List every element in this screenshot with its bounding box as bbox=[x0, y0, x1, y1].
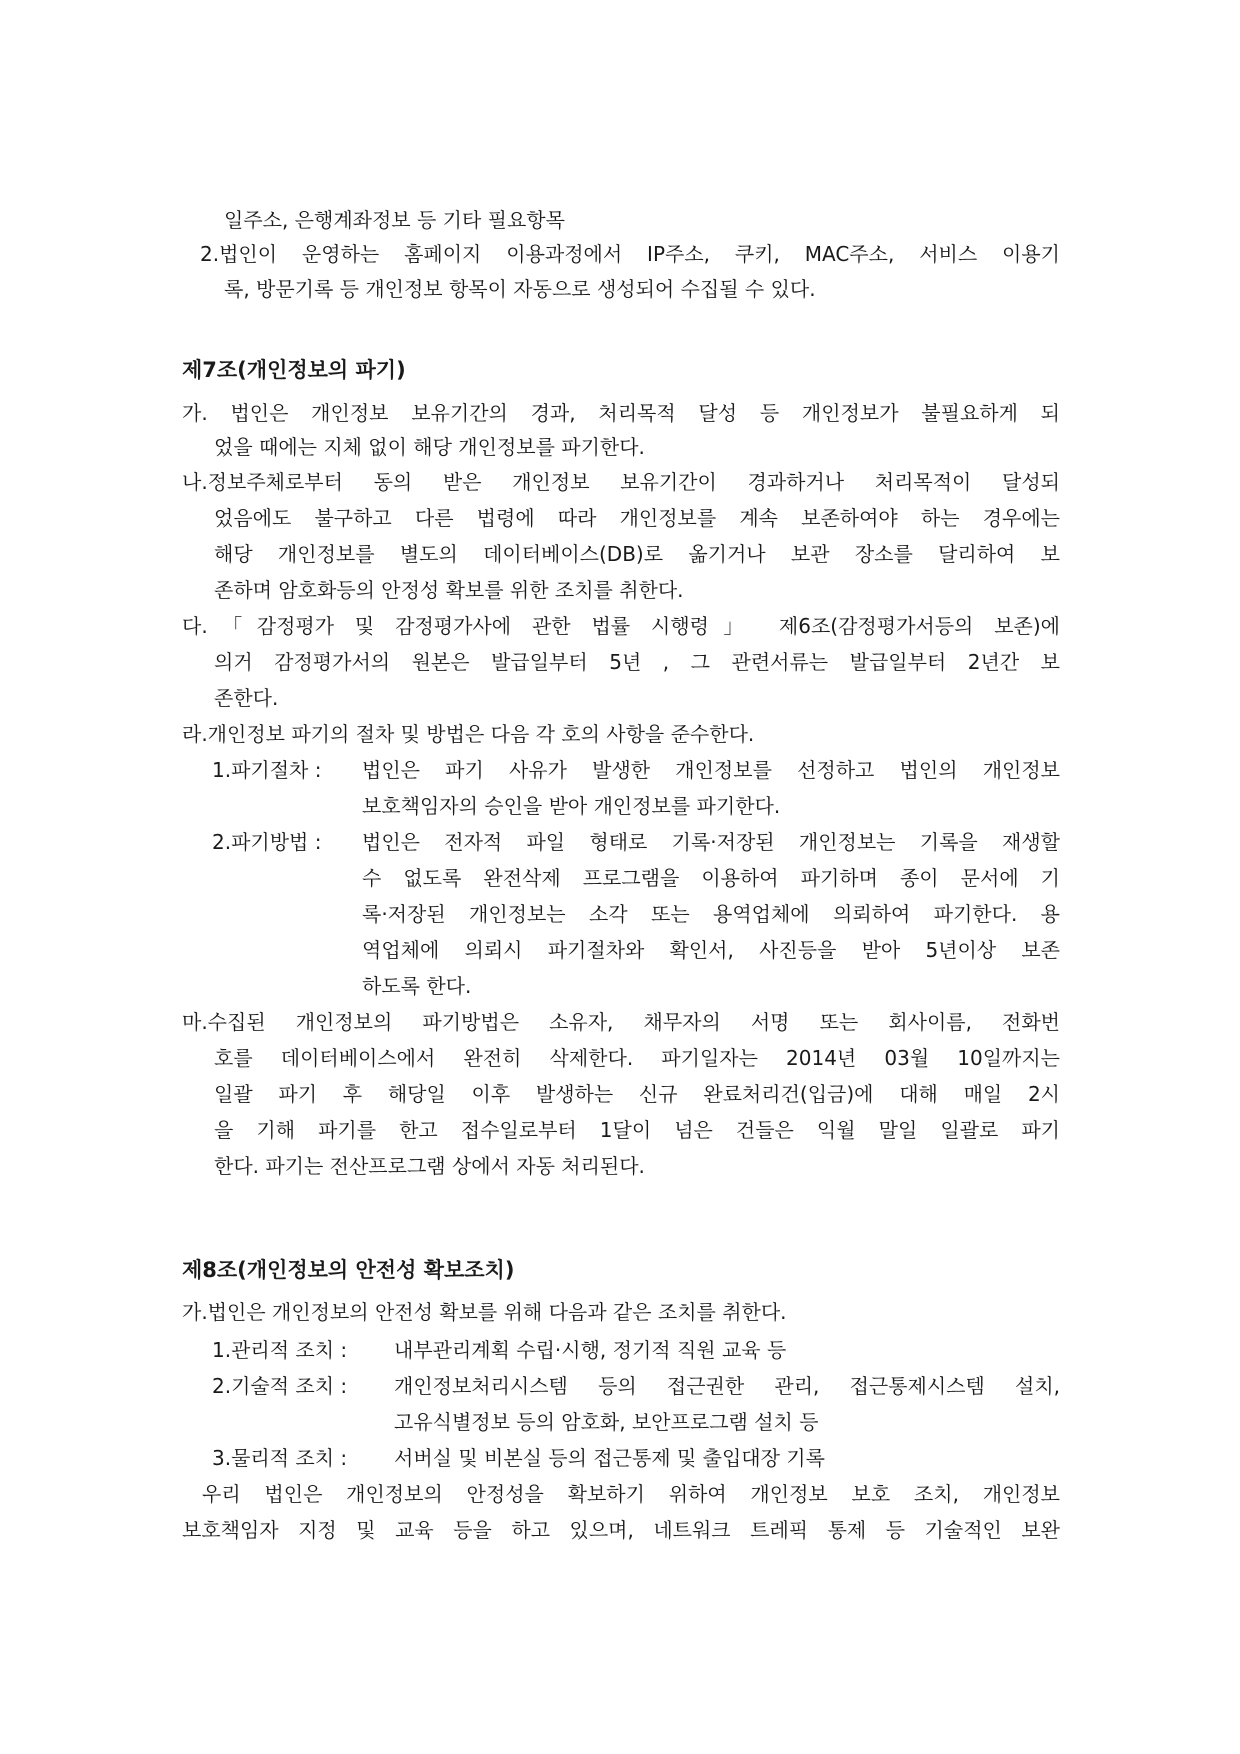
text-line: 해당 개인정보를 별도의 데이터베이스(DB)로 옮기거나 보관 장소를 달리하여 보 bbox=[214, 542, 1060, 566]
text-line: 역업체에 의뢰시 파기절차와 확인서, 사진등을 받아 5년이상 보존 bbox=[362, 938, 1060, 962]
item-label: 2.파기방법 : bbox=[212, 830, 322, 854]
text-line: 을 기해 파기를 한고 접수일로부터 1달이 넘은 건들은 익월 말일 일괄로 파기 bbox=[214, 1118, 1060, 1142]
text-line: 내부관리계획 수립·시행, 정기적 직원 교육 등 bbox=[394, 1338, 787, 1362]
text-line: 고유식별정보 등의 암호화, 보안프로그램 설치 등 bbox=[394, 1410, 819, 1434]
item-label: 1.관리적 조치 : bbox=[212, 1338, 348, 1362]
text-line: 법인은 전자적 파일 형태로 기록·저장된 개인정보는 기록을 재생할 bbox=[362, 830, 1060, 854]
text-line: 마.수집된 개인정보의 파기방법은 소유자, 채무자의 서명 또는 회사이름, 전화번 bbox=[182, 1010, 1060, 1034]
text-line: 존하며 암호화등의 안정성 확보를 위한 조치를 취한다. bbox=[214, 578, 684, 602]
text-line: 한다. 파기는 전산프로그램 상에서 자동 처리된다. bbox=[214, 1154, 645, 1178]
text-line: 었을 때에는 지체 없이 해당 개인정보를 파기한다. bbox=[214, 435, 645, 459]
text-line: 2.법인이 운영하는 홈페이지 이용과정에서 IP주소, 쿠키, MAC주소, 서비스 이용기 bbox=[200, 242, 1060, 266]
section-heading: 제8조(개인정보의 안전성 확보조치) bbox=[182, 1258, 515, 1282]
text-line: 서버실 및 비본실 등의 접근통제 및 출입대장 기록 bbox=[394, 1446, 825, 1470]
text-line: 법인은 파기 사유가 발생한 개인정보를 선정하고 법인의 개인정보 bbox=[362, 758, 1060, 782]
text-line: 었음에도 불구하고 다른 법령에 따라 개인정보를 계속 보존하여야 하는 경우에는 bbox=[214, 506, 1060, 530]
text-line: 일주소, 은행계좌정보 등 기타 필요항목 bbox=[224, 208, 565, 232]
text-line: 존한다. bbox=[214, 686, 279, 710]
text-line: 록·저장된 개인정보는 소각 또는 용역업체에 의뢰하여 파기한다. 용 bbox=[362, 902, 1060, 926]
text-line: 일괄 파기 후 해당일 이후 발생하는 신규 완료처리건(입금)에 대해 매일 2시 bbox=[214, 1082, 1060, 1106]
section-heading: 제7조(개인정보의 파기) bbox=[182, 358, 406, 382]
text-line: 의거 감정평가서의 원본은 발급일부터 5년 , 그 관련서류는 발급일부터 2년간 보 bbox=[214, 650, 1060, 674]
text-line: 하도록 한다. bbox=[362, 974, 472, 998]
text-line: 보호책임자 지정 및 교육 등을 하고 있으며, 네트워크 트레픽 통제 등 기술적인 보완 bbox=[182, 1518, 1060, 1542]
text-line: 가.법인은 개인정보의 안전성 확보를 위해 다음과 같은 조치를 취한다. bbox=[182, 1300, 787, 1324]
text-line: 록, 방문기록 등 개인정보 항목이 자동으로 생성되어 수집될 수 있다. bbox=[224, 277, 816, 301]
text-line: 나.정보주체로부터 동의 받은 개인정보 보유기간이 경과하거나 처리목적이 달성되 bbox=[182, 470, 1060, 494]
item-label: 2.기술적 조치 : bbox=[212, 1374, 348, 1398]
text-line: 다.「감정평가 및 감정평가사에 관한 법률 시행령」 제6조(감정평가서등의 보존)에 bbox=[182, 614, 1060, 638]
item-label: 1.파기절차 : bbox=[212, 758, 322, 782]
text-line: 라.개인정보 파기의 절차 및 방법은 다음 각 호의 사항을 준수한다. bbox=[182, 722, 755, 746]
text-line: 개인정보처리시스템 등의 접근권한 관리, 접근통제시스템 설치, bbox=[394, 1374, 1060, 1398]
item-label: 3.물리적 조치 : bbox=[212, 1446, 348, 1470]
text-line: 수 없도록 완전삭제 프로그램을 이용하여 파기하며 종이 문서에 기 bbox=[362, 866, 1060, 890]
text-line: 호를 데이터베이스에서 완전히 삭제한다. 파기일자는 2014년 03월 10일까지는 bbox=[214, 1046, 1060, 1070]
text-line: 보호책임자의 승인을 받아 개인정보를 파기한다. bbox=[362, 794, 781, 818]
text-line: 우리 법인은 개인정보의 안정성을 확보하기 위하여 개인정보 보호 조치, 개인정보 bbox=[202, 1482, 1060, 1506]
text-line: 가. 법인은 개인정보 보유기간의 경과, 처리목적 달성 등 개인정보가 불필요하게 되 bbox=[182, 401, 1060, 425]
